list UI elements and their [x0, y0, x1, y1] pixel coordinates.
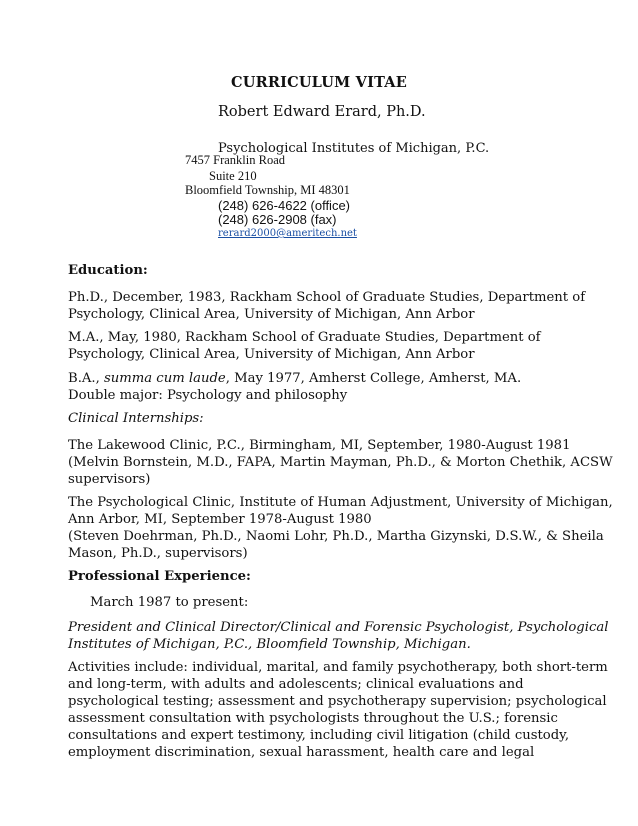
office-phone: (248) 626-4622 (office): [218, 198, 351, 213]
text-line: employment discrimination, sexual harassment, health care and legal: [68, 745, 535, 760]
text-line: supervisors): [68, 472, 151, 487]
experience-role: [68, 619, 609, 653]
text-line: Mason, Ph.D., supervisors): [68, 546, 248, 561]
experience-activities: [68, 659, 608, 761]
internships-heading: [68, 410, 588, 427]
subheading: Clinical Internships:: [68, 411, 204, 426]
text-line: President and Clinical Director/Clinical and Forensic Psychologist, Psychological: [68, 620, 609, 635]
text-line: (Steven Doehrman, Ph.D., Naomi Lohr, Ph.D., Martha Gizynski, D.S.W., & Sheila: [68, 529, 604, 544]
section-heading: Education:: [68, 263, 148, 278]
text-line: M.A., May, 1980, Rackham School of Graduate Studies, Department of: [68, 330, 541, 345]
text-line: Double major: Psychology and philosophy: [68, 388, 348, 403]
author-name: Robert Edward Erard, Ph.D.: [218, 104, 426, 120]
text-line: (Melvin Bornstein, M.D., FAPA, Martin Mayman, Ph.D., & Morton Chethik, ACSW: [68, 455, 613, 470]
text-line: and long-term, with adults and adolescents; clinical evaluations and: [68, 677, 524, 692]
ba-honor: summa cum laude: [103, 371, 226, 386]
text-line: Ann Arbor, MI, September 1978-August 1980: [68, 512, 372, 527]
address-street: 7457 Franklin Road: [185, 153, 285, 167]
internship-psych-clinic: [68, 494, 613, 562]
education-heading: [68, 262, 588, 279]
address-suite: Suite 210: [209, 169, 257, 183]
text-line: Psychology, Clinical Area, University of Michigan, Ann Arbor: [68, 347, 475, 362]
text-line: Activities include: individual, marital, and family psychotherapy, both short-term: [68, 660, 608, 675]
period-text: March 1987 to present:: [90, 595, 249, 610]
education-ma: [68, 329, 588, 363]
education-ba: [68, 370, 588, 404]
text-line: Institutes of Michigan, P.C., Bloomfield Township, Michigan.: [68, 637, 471, 652]
text-line: assessment consultation with psychologists throughout the U.S.; forensic: [68, 711, 558, 726]
ba-prefix: B.A.,: [68, 371, 104, 386]
internship-lakewood: [68, 437, 613, 488]
text-line: [68, 370, 588, 387]
text-line: Psychology, Clinical Area, University of Michigan, Ann Arbor: [68, 307, 475, 322]
education-phd: [68, 289, 588, 323]
text-line: The Psychological Clinic, Institute of Human Adjustment, University of Michigan,: [68, 495, 613, 510]
document-title: CURRICULUM VITAE: [231, 74, 407, 91]
text-line: consultations and expert testimony, including civil litigation (child custody,: [68, 728, 570, 743]
institution-name: Psychological Institutes of Michigan, P.C.: [218, 141, 490, 156]
experience-heading: [68, 568, 588, 585]
text-line: psychological testing; assessment and psychotherapy supervision; psychological: [68, 694, 607, 709]
email-link[interactable]: rerard2000@ameritech.net: [218, 228, 357, 239]
ba-rest: , May 1977, Amherst College, Amherst, MA.: [225, 371, 522, 386]
section-heading: Professional Experience:: [68, 569, 251, 584]
text-line: Ph.D., December, 1983, Rackham School of Graduate Studies, Department of: [68, 290, 586, 305]
text-line: The Lakewood Clinic, P.C., Birmingham, MI, September, 1980-August 1981: [68, 438, 571, 453]
address-city: Bloomfield Township, MI 48301: [185, 183, 350, 197]
fax-number: (248) 626-2908 (fax): [218, 212, 337, 227]
experience-period: [90, 594, 610, 611]
